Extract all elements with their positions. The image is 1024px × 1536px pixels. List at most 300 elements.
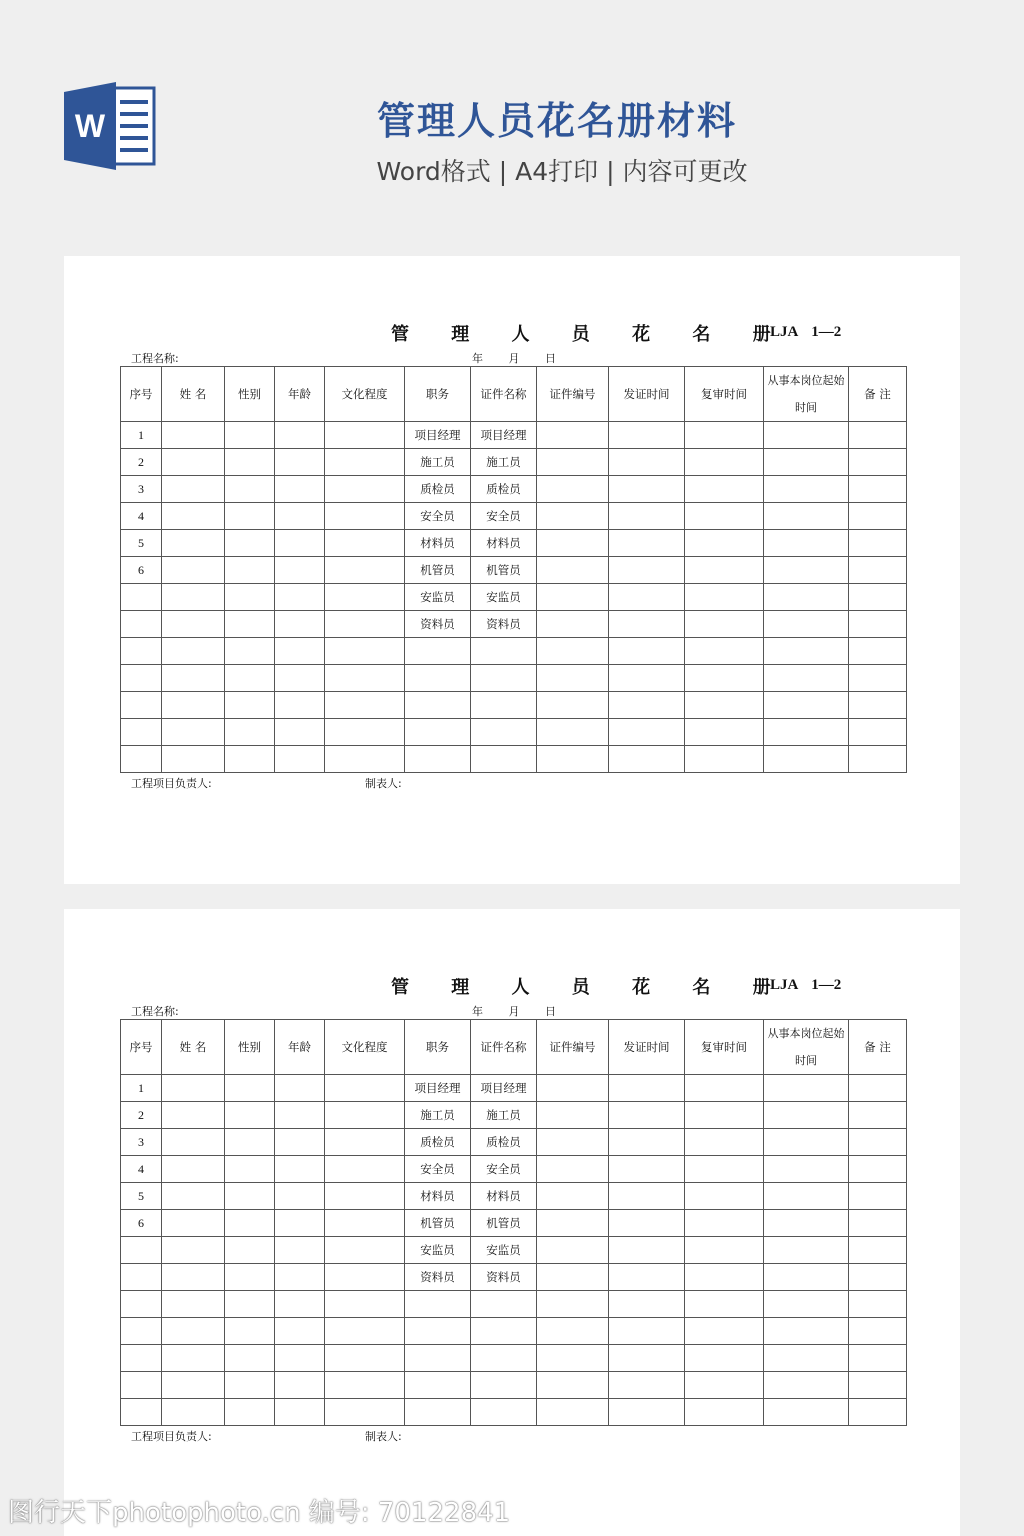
table-cell: 4 — [121, 1156, 162, 1183]
table-cell: 资料员 — [471, 1264, 537, 1291]
table-row — [121, 1345, 907, 1372]
table-cell — [325, 1075, 405, 1102]
column-header: 证件编号 — [537, 1020, 609, 1075]
table-cell — [162, 611, 225, 638]
table-cell — [764, 476, 849, 503]
table-cell — [162, 1237, 225, 1264]
table-row — [121, 584, 907, 611]
table-cell — [162, 476, 225, 503]
table-cell — [609, 422, 685, 449]
table-cell — [764, 665, 849, 692]
table-cell — [609, 1183, 685, 1210]
table-cell — [685, 530, 764, 557]
table-cell — [325, 1102, 405, 1129]
table-cell — [764, 1210, 849, 1237]
table-cell — [849, 638, 907, 665]
table-cell: 安全员 — [471, 503, 537, 530]
table-row — [121, 746, 907, 773]
table-cell — [849, 1156, 907, 1183]
column-header: 姓 名 — [162, 1020, 225, 1075]
table-cell — [764, 1102, 849, 1129]
table-cell — [225, 1372, 275, 1399]
document-code: LJA 1—2 — [770, 324, 842, 340]
table-cell — [537, 1345, 609, 1372]
table-cell — [275, 1210, 325, 1237]
table-cell — [471, 1291, 537, 1318]
table-cell — [685, 746, 764, 773]
table-cell — [537, 1399, 609, 1426]
table-cell — [609, 1156, 685, 1183]
table-cell: 资料员 — [471, 611, 537, 638]
table-cell — [225, 692, 275, 719]
table-cell — [162, 503, 225, 530]
table-cell: 安监员 — [471, 1237, 537, 1264]
table-cell — [764, 692, 849, 719]
table-cell — [609, 1237, 685, 1264]
table-cell — [405, 665, 471, 692]
table-cell — [685, 449, 764, 476]
table-cell — [609, 719, 685, 746]
table-cell — [537, 692, 609, 719]
table-cell: 材料员 — [471, 530, 537, 557]
table-cell: 施工员 — [471, 1102, 537, 1129]
column-header: 姓 名 — [162, 367, 225, 422]
table-cell: 安全员 — [471, 1156, 537, 1183]
table-cell — [405, 638, 471, 665]
table-cell — [764, 611, 849, 638]
table-cell — [537, 611, 609, 638]
table-cell — [325, 1399, 405, 1426]
table-cell — [325, 584, 405, 611]
table-cell — [325, 449, 405, 476]
table-cell — [325, 719, 405, 746]
table-cell — [405, 746, 471, 773]
column-header: 发证时间 — [609, 1020, 685, 1075]
table-cell: 3 — [121, 1129, 162, 1156]
table-cell — [275, 1399, 325, 1426]
table-cell — [849, 1129, 907, 1156]
date-label: 年 月 日 — [472, 352, 556, 365]
table-cell — [275, 476, 325, 503]
table-cell: 项目经理 — [471, 422, 537, 449]
table-cell: 安全员 — [405, 503, 471, 530]
table-cell — [685, 665, 764, 692]
table-cell — [325, 1183, 405, 1210]
table-cell: 6 — [121, 557, 162, 584]
table-cell — [405, 1291, 471, 1318]
table-cell — [849, 1345, 907, 1372]
table-cell — [162, 665, 225, 692]
table-cell — [275, 1183, 325, 1210]
table-cell — [685, 422, 764, 449]
table-cell — [275, 557, 325, 584]
table-cell — [162, 530, 225, 557]
table-cell — [537, 1156, 609, 1183]
table-cell — [609, 1129, 685, 1156]
table-row — [121, 665, 907, 692]
table-cell: 机管员 — [471, 557, 537, 584]
table-cell — [537, 584, 609, 611]
table-cell — [849, 476, 907, 503]
table-cell — [537, 557, 609, 584]
table-cell: 项目经理 — [471, 1075, 537, 1102]
table-cell — [162, 1156, 225, 1183]
table-cell — [685, 1102, 764, 1129]
table-cell — [225, 746, 275, 773]
roster-table — [120, 366, 907, 773]
table-cell — [764, 1237, 849, 1264]
table-cell — [764, 1264, 849, 1291]
table-cell — [162, 1399, 225, 1426]
table-cell — [849, 611, 907, 638]
table-cell — [121, 611, 162, 638]
table-cell — [537, 1237, 609, 1264]
table-cell — [325, 638, 405, 665]
column-header: 年龄 — [275, 367, 325, 422]
table-cell — [849, 1075, 907, 1102]
column-header: 从事本岗位起始时间 — [764, 1020, 849, 1075]
column-header: 序号 — [121, 1020, 162, 1075]
table-cell — [685, 1399, 764, 1426]
table-cell — [609, 1318, 685, 1345]
table-cell — [225, 719, 275, 746]
table-cell — [405, 1399, 471, 1426]
table-cell — [225, 1264, 275, 1291]
table-cell — [162, 692, 225, 719]
table-cell — [405, 1318, 471, 1345]
table-cell — [225, 1210, 275, 1237]
table-cell — [225, 584, 275, 611]
table-cell — [121, 1264, 162, 1291]
table-cell — [685, 611, 764, 638]
table-cell — [609, 530, 685, 557]
table-cell — [275, 1318, 325, 1345]
table-cell — [325, 1372, 405, 1399]
table-row — [121, 638, 907, 665]
table-cell: 5 — [121, 1183, 162, 1210]
table-cell — [471, 665, 537, 692]
roster-table — [120, 1019, 907, 1426]
table-cell — [609, 584, 685, 611]
table-cell — [121, 1399, 162, 1426]
table-cell — [685, 719, 764, 746]
table-cell — [849, 1372, 907, 1399]
table-cell — [849, 422, 907, 449]
table-cell — [325, 476, 405, 503]
table-cell — [325, 422, 405, 449]
table-cell — [225, 1183, 275, 1210]
table-cell — [764, 1129, 849, 1156]
table-row — [121, 1102, 907, 1129]
table-cell — [849, 449, 907, 476]
logo-letter: W — [74, 108, 106, 144]
table-cell — [537, 746, 609, 773]
table-cell — [849, 1237, 907, 1264]
table-cell — [121, 719, 162, 746]
table-cell — [162, 1264, 225, 1291]
table-cell — [225, 476, 275, 503]
column-header: 从事本岗位起始时间 — [764, 367, 849, 422]
table-cell — [121, 746, 162, 773]
table-cell — [162, 1345, 225, 1372]
column-header: 备 注 — [849, 367, 907, 422]
table-cell: 资料员 — [405, 1264, 471, 1291]
table-cell — [764, 1345, 849, 1372]
table-cell — [537, 638, 609, 665]
column-header: 发证时间 — [609, 367, 685, 422]
table-cell — [849, 584, 907, 611]
table-cell — [537, 1210, 609, 1237]
table-cell — [685, 1345, 764, 1372]
table-cell — [471, 1399, 537, 1426]
table-cell — [405, 692, 471, 719]
table-cell — [275, 1372, 325, 1399]
document-page-2 — [64, 909, 960, 1536]
table-cell — [609, 1102, 685, 1129]
table-cell — [325, 1345, 405, 1372]
table-cell — [537, 1264, 609, 1291]
table-row — [121, 1129, 907, 1156]
table-row — [121, 1318, 907, 1345]
table-cell — [764, 503, 849, 530]
table-row — [121, 611, 907, 638]
table-cell: 资料员 — [405, 611, 471, 638]
column-header: 职务 — [405, 367, 471, 422]
table-cell — [849, 719, 907, 746]
table-cell — [275, 665, 325, 692]
table-cell — [764, 584, 849, 611]
table-cell — [275, 503, 325, 530]
table-cell — [121, 1372, 162, 1399]
table-cell — [471, 746, 537, 773]
table-cell — [275, 746, 325, 773]
table-row — [121, 1264, 907, 1291]
column-header: 复审时间 — [685, 1020, 764, 1075]
table-cell — [225, 665, 275, 692]
table-cell — [764, 557, 849, 584]
table-cell — [471, 692, 537, 719]
table-cell — [121, 692, 162, 719]
table-row — [121, 476, 907, 503]
table-cell — [275, 611, 325, 638]
table-row — [121, 1075, 907, 1102]
table-cell — [849, 503, 907, 530]
table-cell — [609, 638, 685, 665]
table-cell — [325, 665, 405, 692]
table-cell — [685, 1372, 764, 1399]
document-title: 管 理 人 员 花 名 册 — [391, 324, 789, 345]
document-code: LJA 1—2 — [770, 977, 842, 993]
table-cell — [537, 665, 609, 692]
table-cell — [275, 719, 325, 746]
column-header: 证件名称 — [471, 367, 537, 422]
table-cell — [537, 449, 609, 476]
table-cell — [609, 1345, 685, 1372]
table-cell — [685, 1237, 764, 1264]
table-cell — [849, 1102, 907, 1129]
table-cell — [609, 557, 685, 584]
table-cell — [121, 638, 162, 665]
table-cell — [764, 1318, 849, 1345]
table-cell — [764, 1399, 849, 1426]
table-cell: 4 — [121, 503, 162, 530]
table-cell — [325, 1237, 405, 1264]
table-cell — [162, 1129, 225, 1156]
table-cell — [225, 449, 275, 476]
table-cell — [685, 1291, 764, 1318]
table-cell — [275, 692, 325, 719]
table-cell — [609, 611, 685, 638]
table-cell — [537, 1075, 609, 1102]
column-header: 备 注 — [849, 1020, 907, 1075]
table-cell — [685, 1075, 764, 1102]
document-page-1 — [64, 256, 960, 884]
table-cell — [471, 719, 537, 746]
table-cell — [162, 1183, 225, 1210]
table-cell: 质检员 — [471, 1129, 537, 1156]
table-cell — [225, 1237, 275, 1264]
table-cell: 2 — [121, 449, 162, 476]
table-cell — [537, 530, 609, 557]
table-row — [121, 1291, 907, 1318]
table-cell — [849, 1264, 907, 1291]
column-header: 性别 — [225, 1020, 275, 1075]
table-cell — [225, 1156, 275, 1183]
table-cell — [325, 1129, 405, 1156]
table-cell: 质检员 — [471, 476, 537, 503]
table-cell: 机管员 — [405, 1210, 471, 1237]
table-cell — [609, 1372, 685, 1399]
column-header: 文化程度 — [325, 1020, 405, 1075]
column-header: 性别 — [225, 367, 275, 422]
table-cell — [849, 1318, 907, 1345]
table-cell — [121, 1237, 162, 1264]
table-cell: 安监员 — [405, 584, 471, 611]
table-cell: 5 — [121, 530, 162, 557]
table-cell — [275, 638, 325, 665]
column-header: 证件名称 — [471, 1020, 537, 1075]
table-cell — [405, 1345, 471, 1372]
column-header: 年龄 — [275, 1020, 325, 1075]
table-cell — [275, 1129, 325, 1156]
table-cell — [121, 584, 162, 611]
table-cell — [275, 1075, 325, 1102]
date-label: 年 月 日 — [472, 1005, 556, 1018]
table-cell — [849, 1291, 907, 1318]
table-cell: 安监员 — [471, 584, 537, 611]
table-cell — [537, 1102, 609, 1129]
table-cell — [764, 1372, 849, 1399]
table-cell — [275, 1291, 325, 1318]
table-cell — [121, 1291, 162, 1318]
table-cell — [537, 1183, 609, 1210]
table-cell — [849, 746, 907, 773]
table-cell — [225, 1291, 275, 1318]
table-cell — [685, 1156, 764, 1183]
table-cell — [225, 1318, 275, 1345]
table-cell — [685, 557, 764, 584]
table-cell — [325, 557, 405, 584]
table-cell — [162, 746, 225, 773]
table-cell: 质检员 — [405, 1129, 471, 1156]
table-cell — [275, 584, 325, 611]
project-name-label: 工程名称: — [131, 352, 179, 365]
table-cell — [275, 1345, 325, 1372]
table-cell — [325, 1210, 405, 1237]
table-cell — [764, 422, 849, 449]
table-cell — [471, 1372, 537, 1399]
table-maker-label: 制表人: — [365, 1430, 402, 1443]
table-cell — [121, 1318, 162, 1345]
table-cell — [764, 746, 849, 773]
table-cell: 安监员 — [405, 1237, 471, 1264]
table-cell — [162, 638, 225, 665]
table-row — [121, 1372, 907, 1399]
table-cell — [225, 611, 275, 638]
project-name-label: 工程名称: — [131, 1005, 179, 1018]
table-cell — [325, 611, 405, 638]
table-row — [121, 1237, 907, 1264]
table-cell — [405, 1372, 471, 1399]
table-cell — [325, 692, 405, 719]
table-cell — [162, 1291, 225, 1318]
table-cell — [471, 638, 537, 665]
table-cell: 3 — [121, 476, 162, 503]
table-cell — [609, 1075, 685, 1102]
table-cell: 机管员 — [471, 1210, 537, 1237]
table-cell — [685, 1129, 764, 1156]
table-cell — [609, 746, 685, 773]
table-cell — [162, 449, 225, 476]
table-cell — [764, 1291, 849, 1318]
table-cell — [121, 665, 162, 692]
table-row — [121, 1210, 907, 1237]
table-cell — [849, 530, 907, 557]
table-cell — [685, 692, 764, 719]
table-cell — [609, 1291, 685, 1318]
table-cell — [537, 476, 609, 503]
document-title: 管 理 人 员 花 名 册 — [391, 977, 789, 998]
table-cell — [275, 1156, 325, 1183]
column-header: 文化程度 — [325, 367, 405, 422]
table-cell — [275, 1102, 325, 1129]
table-cell — [162, 719, 225, 746]
table-cell — [609, 665, 685, 692]
table-cell — [225, 557, 275, 584]
table-row — [121, 422, 907, 449]
table-cell — [764, 1183, 849, 1210]
watermark: 图行天下photophoto.cn 编号: 70122841 — [8, 1498, 511, 1528]
table-cell — [537, 1291, 609, 1318]
table-cell — [609, 503, 685, 530]
table-cell — [275, 1264, 325, 1291]
table-cell — [849, 692, 907, 719]
table-cell — [685, 584, 764, 611]
table-cell — [849, 1210, 907, 1237]
table-cell — [609, 1264, 685, 1291]
table-cell — [537, 422, 609, 449]
table-cell: 1 — [121, 1075, 162, 1102]
table-cell — [849, 1183, 907, 1210]
table-cell — [537, 1372, 609, 1399]
table-cell — [537, 503, 609, 530]
table-cell — [225, 422, 275, 449]
table-cell — [162, 1318, 225, 1345]
column-header: 序号 — [121, 367, 162, 422]
table-maker-label: 制表人: — [365, 777, 402, 790]
table-cell — [325, 1318, 405, 1345]
table-cell — [685, 503, 764, 530]
